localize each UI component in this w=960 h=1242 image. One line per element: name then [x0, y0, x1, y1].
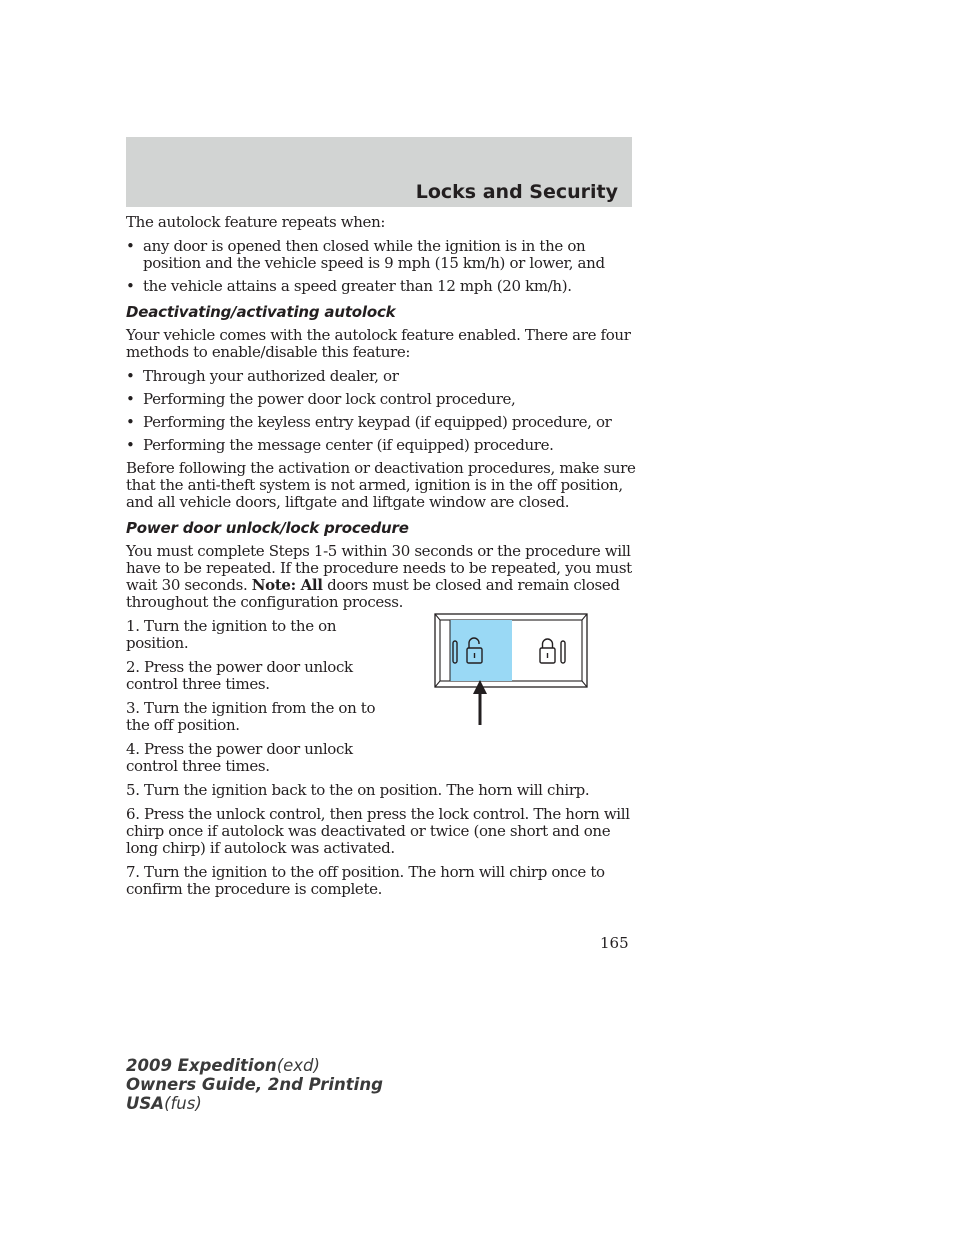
- step-item: 7. Turn the ignition to the off position. The horn will chirp once to confirm the procedure is complete.: [126, 863, 605, 898]
- bullet-icon: •: [126, 277, 135, 295]
- unlock-button-highlight: [450, 620, 512, 681]
- step-item: 3. Turn the ignition from the on to the off position.: [126, 699, 376, 734]
- step-item: 2. Press the power door unlock control three times.: [126, 658, 353, 693]
- precaution-text: Before following the activation or deactivation procedures, make sure that the anti-theft system is not armed, ignition is in the off position, and all vehicle doors, liftgate and liftgate window are closed.: [126, 459, 636, 511]
- procedure-heading: Power door unlock/lock procedure: [126, 519, 409, 537]
- footer-model-code: (exd): [276, 1056, 320, 1075]
- step-item: 1. Turn the ignition to the on position.: [126, 617, 337, 652]
- list-item-text: the vehicle attains a speed greater than 12 mph (20 km/h).: [143, 277, 572, 295]
- bullet-icon: •: [126, 367, 135, 385]
- list-item: [126, 238, 636, 272]
- procedure-text-start: You must complete Steps 1-5 within 30 seconds or the procedure will have to be repeated. If the procedure needs to be repeated, you must wait 30 seconds.: [126, 542, 632, 594]
- footer-model: 2009 Expedition: [126, 1056, 277, 1075]
- deactivating-text: Your vehicle comes with the autolock feature enabled. There are four methods to enable/disable this feature:: [126, 326, 631, 361]
- methods-bullet-list: [126, 368, 636, 454]
- footer-region-code: (fus): [164, 1094, 202, 1113]
- list-item-text: Performing the message center (if equipped) procedure.: [143, 436, 554, 454]
- section-header-band: [126, 137, 632, 207]
- list-item: [126, 368, 636, 385]
- deactivating-heading: Deactivating/activating autolock: [126, 303, 396, 321]
- procedure-text-end: doors must be closed and remain closed throughout the configuration process.: [126, 576, 620, 611]
- footer-line-3: [126, 1094, 383, 1113]
- footer-line-2: [126, 1075, 383, 1094]
- footer-line-1: [126, 1056, 383, 1075]
- list-item: [126, 391, 636, 408]
- step-item: 4. Press the power door unlock control three times.: [126, 740, 353, 775]
- list-item-text: Performing the keyless entry keypad (if equipped) procedure, or: [143, 413, 612, 431]
- list-item: [126, 278, 636, 295]
- intro-bullet-list: [126, 238, 636, 295]
- procedure-text: [126, 543, 636, 611]
- bullet-icon: •: [126, 413, 135, 431]
- step-item: 5. Turn the ignition back to the on position. The horn will chirp.: [126, 781, 590, 799]
- bullet-icon: •: [126, 237, 135, 255]
- bullet-icon: •: [126, 436, 135, 454]
- section-title: Locks and Security: [415, 181, 618, 203]
- list-item-text: any door is opened then closed while the ignition is in the on position and the vehicle speed is 9 mph (15 km/h) or lower, and: [143, 237, 605, 272]
- intro-text: The autolock feature repeats when:: [126, 213, 386, 231]
- step-item: 6. Press the unlock control, then press the lock control. The horn will chirp once if autolock was deactivated or twice (one short and one long chirp) if autolock was activated.: [126, 805, 630, 857]
- document-footer: [126, 1056, 383, 1113]
- bullet-icon: •: [126, 390, 135, 408]
- list-item: [126, 414, 636, 431]
- footer-region: USA: [126, 1094, 165, 1113]
- steps-with-figure: [126, 618, 636, 898]
- door-lock-switch-figure: [434, 612, 588, 732]
- list-item-text: Performing the power door lock control procedure,: [143, 390, 516, 408]
- list-item: [126, 437, 636, 454]
- page-number: 165: [600, 934, 629, 952]
- list-item-text: Through your authorized dealer, or: [143, 367, 399, 385]
- page-content: [126, 214, 636, 905]
- note-label: Note: All: [251, 576, 323, 594]
- steps-narrow-column: [126, 618, 381, 775]
- footer-guide: Owners Guide, 2nd Printing: [126, 1075, 383, 1094]
